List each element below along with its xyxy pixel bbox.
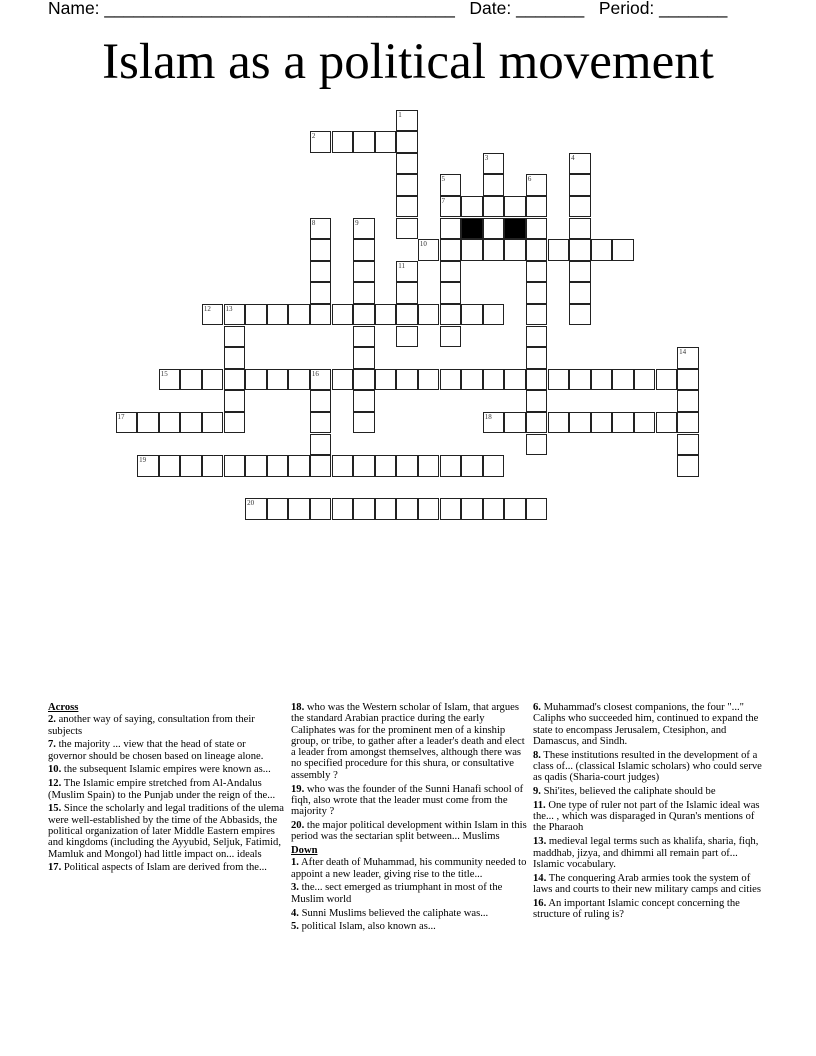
crossword-cell[interactable] bbox=[310, 282, 332, 304]
crossword-cell[interactable] bbox=[332, 498, 354, 520]
clues-column-2 bbox=[291, 702, 527, 935]
crossword-cell[interactable] bbox=[245, 498, 267, 520]
crossword-cell[interactable] bbox=[353, 131, 375, 153]
clue-across-7: 7. the majority ... view that the head of state or governor should be chosen based on lineage alone. bbox=[48, 739, 264, 762]
crossword-cell[interactable] bbox=[224, 326, 246, 348]
crossword-cell[interactable] bbox=[440, 282, 462, 304]
crossword-cell[interactable] bbox=[612, 412, 634, 434]
crossword-cell[interactable] bbox=[569, 196, 591, 218]
clue-down-3: 3. the... sect emerged as triumphant in most of the Muslim world bbox=[291, 882, 503, 905]
crossword-cell[interactable] bbox=[353, 304, 375, 326]
clue-across-20: 20. the major political development within Islam in this period was the sectarian split between... Muslims bbox=[291, 819, 527, 843]
clue-number: 17 bbox=[117, 412, 125, 421]
crossword-cell[interactable] bbox=[116, 412, 138, 434]
clue-down-14: 14. The conquering Arab armies took the system of laws and courts to their new military camps and cities bbox=[533, 872, 761, 895]
page-title: Islam as a political movement bbox=[102, 34, 714, 90]
crossword-cell[interactable] bbox=[137, 412, 159, 434]
crossword-cell[interactable] bbox=[224, 304, 246, 326]
crossword-cell[interactable] bbox=[180, 412, 202, 434]
crossword-cell[interactable] bbox=[396, 282, 418, 304]
crossword-cell[interactable] bbox=[202, 455, 224, 477]
crossword-cell[interactable] bbox=[310, 455, 332, 477]
clues-column-1 bbox=[48, 702, 284, 876]
clue-across-10: 10. the subsequent Islamic empires were known as... bbox=[48, 764, 271, 776]
date-label: Date: bbox=[469, 0, 512, 18]
crossword-cell[interactable] bbox=[375, 369, 397, 391]
crossword-cell[interactable] bbox=[440, 218, 462, 240]
crossword-cell[interactable] bbox=[548, 239, 570, 261]
crossword-cell[interactable] bbox=[353, 261, 375, 283]
clue-number: 12 bbox=[203, 304, 211, 313]
crossword-cell[interactable] bbox=[137, 455, 159, 477]
crossword-cell[interactable] bbox=[440, 498, 462, 520]
crossword-cell[interactable] bbox=[526, 174, 548, 196]
clue-number: 3 bbox=[484, 153, 489, 162]
crossword-cell[interactable] bbox=[483, 498, 505, 520]
crossword-cell[interactable] bbox=[310, 131, 332, 153]
crossword-cell[interactable] bbox=[224, 412, 246, 434]
clue-number: 6 bbox=[527, 175, 532, 184]
crossword-cell[interactable] bbox=[440, 369, 462, 391]
clue-number: 1 bbox=[398, 110, 402, 119]
clue-number: 19 bbox=[139, 456, 147, 465]
crossword-cell[interactable] bbox=[591, 369, 613, 391]
clue-down-16: 16. An important Islamic concept concerning the structure of ruling is? bbox=[533, 897, 740, 921]
clue-down-6: 6. Muhammad's closest companions, the four "..." Caliphs who succeeded him, continued to expand the state to encompass Jerusalem, Ctesiphon, and Damascus, and Sindh. bbox=[533, 702, 759, 747]
crossword-cell[interactable] bbox=[483, 239, 505, 261]
crossword-cell[interactable] bbox=[612, 239, 634, 261]
crossword-cell[interactable] bbox=[396, 131, 418, 153]
crossword-cell[interactable] bbox=[440, 455, 462, 477]
crossword-cell[interactable] bbox=[288, 498, 310, 520]
crossword-cell[interactable] bbox=[396, 196, 418, 218]
crossword-cell[interactable] bbox=[656, 369, 678, 391]
clue-number: 16 bbox=[311, 369, 319, 378]
crossword-cell[interactable] bbox=[224, 369, 246, 391]
clue-down-5: 5. political Islam, also known as... bbox=[291, 921, 436, 933]
crossword-cell[interactable] bbox=[245, 369, 267, 391]
across-heading: Across bbox=[48, 702, 79, 713]
clue-number: 18 bbox=[484, 412, 492, 421]
crossword-cell[interactable] bbox=[353, 218, 375, 240]
crossword-cell[interactable] bbox=[677, 434, 699, 456]
clue-down-13: 13. medieval legal terms such as khalifa, sharia, fiqh, maddhab, jizya, and dhimmi all remain part of... Islamic vocabulary. bbox=[533, 836, 759, 870]
clue-across-19: 19. who was the founder of the Sunni Hanafi school of fiqh, also wrote that the leader must come from the majority ? bbox=[291, 783, 524, 818]
crossword-cell[interactable] bbox=[504, 196, 526, 218]
down-heading: Down bbox=[291, 845, 318, 857]
crossword-cell[interactable] bbox=[353, 498, 375, 520]
crossword-cell[interactable] bbox=[612, 369, 634, 391]
crossword-cell[interactable] bbox=[569, 174, 591, 196]
crossword-cell[interactable] bbox=[396, 304, 418, 326]
crossword-cell[interactable] bbox=[180, 455, 202, 477]
crossword-cell[interactable] bbox=[483, 174, 505, 196]
crossword-cell[interactable] bbox=[396, 218, 418, 240]
crossword-cell[interactable] bbox=[483, 218, 505, 240]
crossword-cell[interactable] bbox=[332, 369, 354, 391]
crossword-cell[interactable] bbox=[526, 239, 548, 261]
crossword-black-cell bbox=[461, 218, 483, 240]
crossword-cell[interactable] bbox=[310, 304, 332, 326]
clue-number: 13 bbox=[225, 304, 233, 313]
crossword-cell[interactable] bbox=[396, 174, 418, 196]
crossword-cell[interactable] bbox=[332, 131, 354, 153]
crossword-cell[interactable] bbox=[569, 153, 591, 175]
crossword-cell[interactable] bbox=[526, 412, 548, 434]
crossword-cell[interactable] bbox=[418, 304, 440, 326]
crossword-cell[interactable] bbox=[634, 369, 656, 391]
crossword-cell[interactable] bbox=[375, 455, 397, 477]
crossword-cell[interactable] bbox=[526, 347, 548, 369]
crossword-cell[interactable] bbox=[396, 153, 418, 175]
crossword-cell[interactable] bbox=[440, 174, 462, 196]
crossword-cell[interactable] bbox=[159, 369, 181, 391]
clue-number: 4 bbox=[571, 153, 575, 162]
crossword-cell[interactable] bbox=[202, 304, 224, 326]
clue-down-4: 4. Sunni Muslims believed the caliphate was... bbox=[291, 907, 489, 919]
crossword-cell[interactable] bbox=[396, 326, 418, 348]
crossword-cell[interactable] bbox=[440, 261, 462, 283]
clue-across-18: 18. who was the Western scholar of Islam, that argues the standard Arabian practice during the early Caliphates was for the prominent men of a kinship group, or tribe, to gather after a leader's death and elect a leader from amongst themselves, although there was no specified procedure for this shura, or consultative assembly ? bbox=[291, 702, 525, 781]
clue-number: 11 bbox=[398, 261, 406, 270]
crossword-cell[interactable] bbox=[375, 131, 397, 153]
crossword-cell[interactable] bbox=[353, 455, 375, 477]
crossword-cell[interactable] bbox=[310, 239, 332, 261]
crossword-cell[interactable] bbox=[245, 455, 267, 477]
crossword-cell[interactable] bbox=[353, 326, 375, 348]
crossword-cell[interactable] bbox=[310, 390, 332, 412]
crossword-cell[interactable] bbox=[526, 218, 548, 240]
crossword-cell[interactable] bbox=[526, 196, 548, 218]
crossword-cell[interactable] bbox=[202, 412, 224, 434]
crossword-cell[interactable] bbox=[159, 455, 181, 477]
crossword-cell[interactable] bbox=[180, 369, 202, 391]
crossword-grid bbox=[116, 110, 716, 540]
crossword-cell[interactable] bbox=[418, 239, 440, 261]
crossword-cell[interactable] bbox=[396, 369, 418, 391]
crossword-cell[interactable] bbox=[353, 347, 375, 369]
crossword-cell[interactable] bbox=[504, 412, 526, 434]
clue-number: 15 bbox=[160, 369, 168, 378]
crossword-cell[interactable] bbox=[483, 455, 505, 477]
crossword-cell[interactable] bbox=[440, 326, 462, 348]
crossword-cell[interactable] bbox=[375, 304, 397, 326]
crossword-cell[interactable] bbox=[440, 239, 462, 261]
crossword-cell[interactable] bbox=[440, 196, 462, 218]
crossword-cell[interactable] bbox=[310, 369, 332, 391]
crossword-cell[interactable] bbox=[418, 498, 440, 520]
crossword-cell[interactable] bbox=[224, 390, 246, 412]
crossword-cell[interactable] bbox=[504, 498, 526, 520]
crossword-cell[interactable] bbox=[224, 347, 246, 369]
crossword-cell[interactable] bbox=[375, 498, 397, 520]
crossword-cell[interactable] bbox=[461, 239, 483, 261]
crossword-cell[interactable] bbox=[332, 304, 354, 326]
crossword-cell[interactable] bbox=[677, 412, 699, 434]
clue-number: 9 bbox=[355, 218, 359, 227]
crossword-cell[interactable] bbox=[677, 455, 699, 477]
clue-across-17: 17. Political aspects of Islam are derived from the... bbox=[48, 862, 267, 874]
crossword-cell[interactable] bbox=[569, 369, 591, 391]
clue-down-11: 11. One type of ruler not part of the Islamic ideal was the... , which was disparaged in Quran's mentions of the Pharaoh bbox=[533, 799, 760, 834]
crossword-cell[interactable] bbox=[267, 304, 289, 326]
period-label: Period: bbox=[598, 0, 655, 18]
crossword-cell[interactable] bbox=[569, 261, 591, 283]
crossword-cell[interactable] bbox=[526, 326, 548, 348]
crossword-cell[interactable] bbox=[677, 369, 699, 391]
crossword-cell[interactable] bbox=[483, 153, 505, 175]
crossword-cell[interactable] bbox=[483, 412, 505, 434]
crossword-cell[interactable] bbox=[526, 261, 548, 283]
crossword-cell[interactable] bbox=[440, 304, 462, 326]
crossword-cell[interactable] bbox=[548, 412, 570, 434]
crossword-cell[interactable] bbox=[591, 239, 613, 261]
crossword-cell[interactable] bbox=[634, 412, 656, 434]
crossword-cell[interactable] bbox=[310, 434, 332, 456]
crossword-cell[interactable] bbox=[396, 455, 418, 477]
crossword-cell[interactable] bbox=[353, 412, 375, 434]
clue-number: 7 bbox=[441, 196, 445, 205]
crossword-cell[interactable] bbox=[159, 412, 181, 434]
crossword-cell[interactable] bbox=[526, 304, 548, 326]
crossword-cell[interactable] bbox=[396, 110, 418, 132]
clue-down-1: 1. After death of Muhammad, his community needed to appoint a new leader, giving rise to the title... bbox=[291, 857, 527, 880]
crossword-cell[interactable] bbox=[353, 282, 375, 304]
crossword-cell[interactable] bbox=[353, 239, 375, 261]
crossword-cell[interactable] bbox=[461, 498, 483, 520]
crossword-cell[interactable] bbox=[569, 412, 591, 434]
crossword-cell[interactable] bbox=[526, 369, 548, 391]
clue-across-15: 15. Since the scholarly and legal traditions of the ulema were well-established by the time of the Abbasids, the political organization of later Middle Eastern empires and kingdoms (including the Ayyubid, Seljuk, Fatimid, Mamluk and Mongol) had little impact on... ideals bbox=[48, 803, 284, 860]
crossword-cell[interactable] bbox=[288, 455, 310, 477]
crossword-cell[interactable] bbox=[396, 498, 418, 520]
name-label: Name: bbox=[48, 0, 100, 18]
crossword-cell[interactable] bbox=[332, 455, 354, 477]
crossword-cell[interactable] bbox=[461, 304, 483, 326]
crossword-cell[interactable] bbox=[483, 304, 505, 326]
clue-number: 2 bbox=[311, 132, 316, 141]
clue-down-9: 9. Shi'ites, believed the caliphate should be bbox=[533, 786, 716, 798]
crossword-cell[interactable] bbox=[288, 369, 310, 391]
clue-number: 20 bbox=[247, 499, 255, 508]
crossword-cell[interactable] bbox=[526, 434, 548, 456]
crossword-cell[interactable] bbox=[310, 218, 332, 240]
crossword-cell[interactable] bbox=[677, 390, 699, 412]
crossword-cell[interactable] bbox=[569, 218, 591, 240]
crossword-cell[interactable] bbox=[504, 369, 526, 391]
crossword-cell[interactable] bbox=[353, 390, 375, 412]
crossword-cell[interactable] bbox=[591, 412, 613, 434]
clue-number: 14 bbox=[679, 348, 687, 357]
crossword-cell[interactable] bbox=[461, 455, 483, 477]
crossword-cell[interactable] bbox=[461, 196, 483, 218]
crossword-cell[interactable] bbox=[288, 304, 310, 326]
student-info-line bbox=[48, 0, 788, 19]
crossword-cell[interactable] bbox=[526, 498, 548, 520]
period-field[interactable]: _______ bbox=[659, 0, 728, 18]
crossword-cell[interactable] bbox=[267, 369, 289, 391]
clue-number: 5 bbox=[441, 175, 445, 184]
clues-column-3 bbox=[533, 702, 769, 923]
crossword-cell[interactable] bbox=[569, 304, 591, 326]
crossword-cell[interactable] bbox=[483, 196, 505, 218]
crossword-cell[interactable] bbox=[548, 369, 570, 391]
crossword-cell[interactable] bbox=[267, 498, 289, 520]
crossword-cell[interactable] bbox=[310, 412, 332, 434]
crossword-cell[interactable] bbox=[202, 369, 224, 391]
clue-across-2: 2. another way of saying, consultation from their subjects bbox=[48, 714, 255, 737]
crossword-cell[interactable] bbox=[461, 369, 483, 391]
crossword-cell[interactable] bbox=[310, 498, 332, 520]
date-field[interactable]: _______ bbox=[516, 0, 585, 18]
crossword-cell[interactable] bbox=[396, 261, 418, 283]
name-field[interactable]: ____________________________________ bbox=[104, 0, 455, 18]
crossword-cell[interactable] bbox=[245, 304, 267, 326]
crossword-cell[interactable] bbox=[569, 239, 591, 261]
clue-number: 10 bbox=[419, 240, 427, 249]
crossword-cell[interactable] bbox=[224, 455, 246, 477]
crossword-cell[interactable] bbox=[483, 369, 505, 391]
clue-across-12: 12. The Islamic empire stretched from Al-Andalus (Muslim Spain) to the Punjab under the reign of the... bbox=[48, 778, 276, 801]
crossword-cell[interactable] bbox=[267, 455, 289, 477]
crossword-cell[interactable] bbox=[504, 239, 526, 261]
crossword-cell[interactable] bbox=[656, 412, 678, 434]
clue-down-8: 8. These institutions resulted in the development of a class of... (classical Islamic scholars) who could serve as qadis (Sharia-court judges) bbox=[533, 749, 762, 784]
crossword-cell[interactable] bbox=[353, 369, 375, 391]
crossword-cell[interactable] bbox=[526, 282, 548, 304]
crossword-cell[interactable] bbox=[418, 369, 440, 391]
crossword-cell[interactable] bbox=[310, 261, 332, 283]
crossword-black-cell bbox=[504, 218, 526, 240]
clue-number: 8 bbox=[311, 218, 316, 227]
crossword-cell[interactable] bbox=[677, 347, 699, 369]
crossword-cell[interactable] bbox=[526, 390, 548, 412]
crossword-cell[interactable] bbox=[418, 455, 440, 477]
crossword-cell[interactable] bbox=[569, 282, 591, 304]
